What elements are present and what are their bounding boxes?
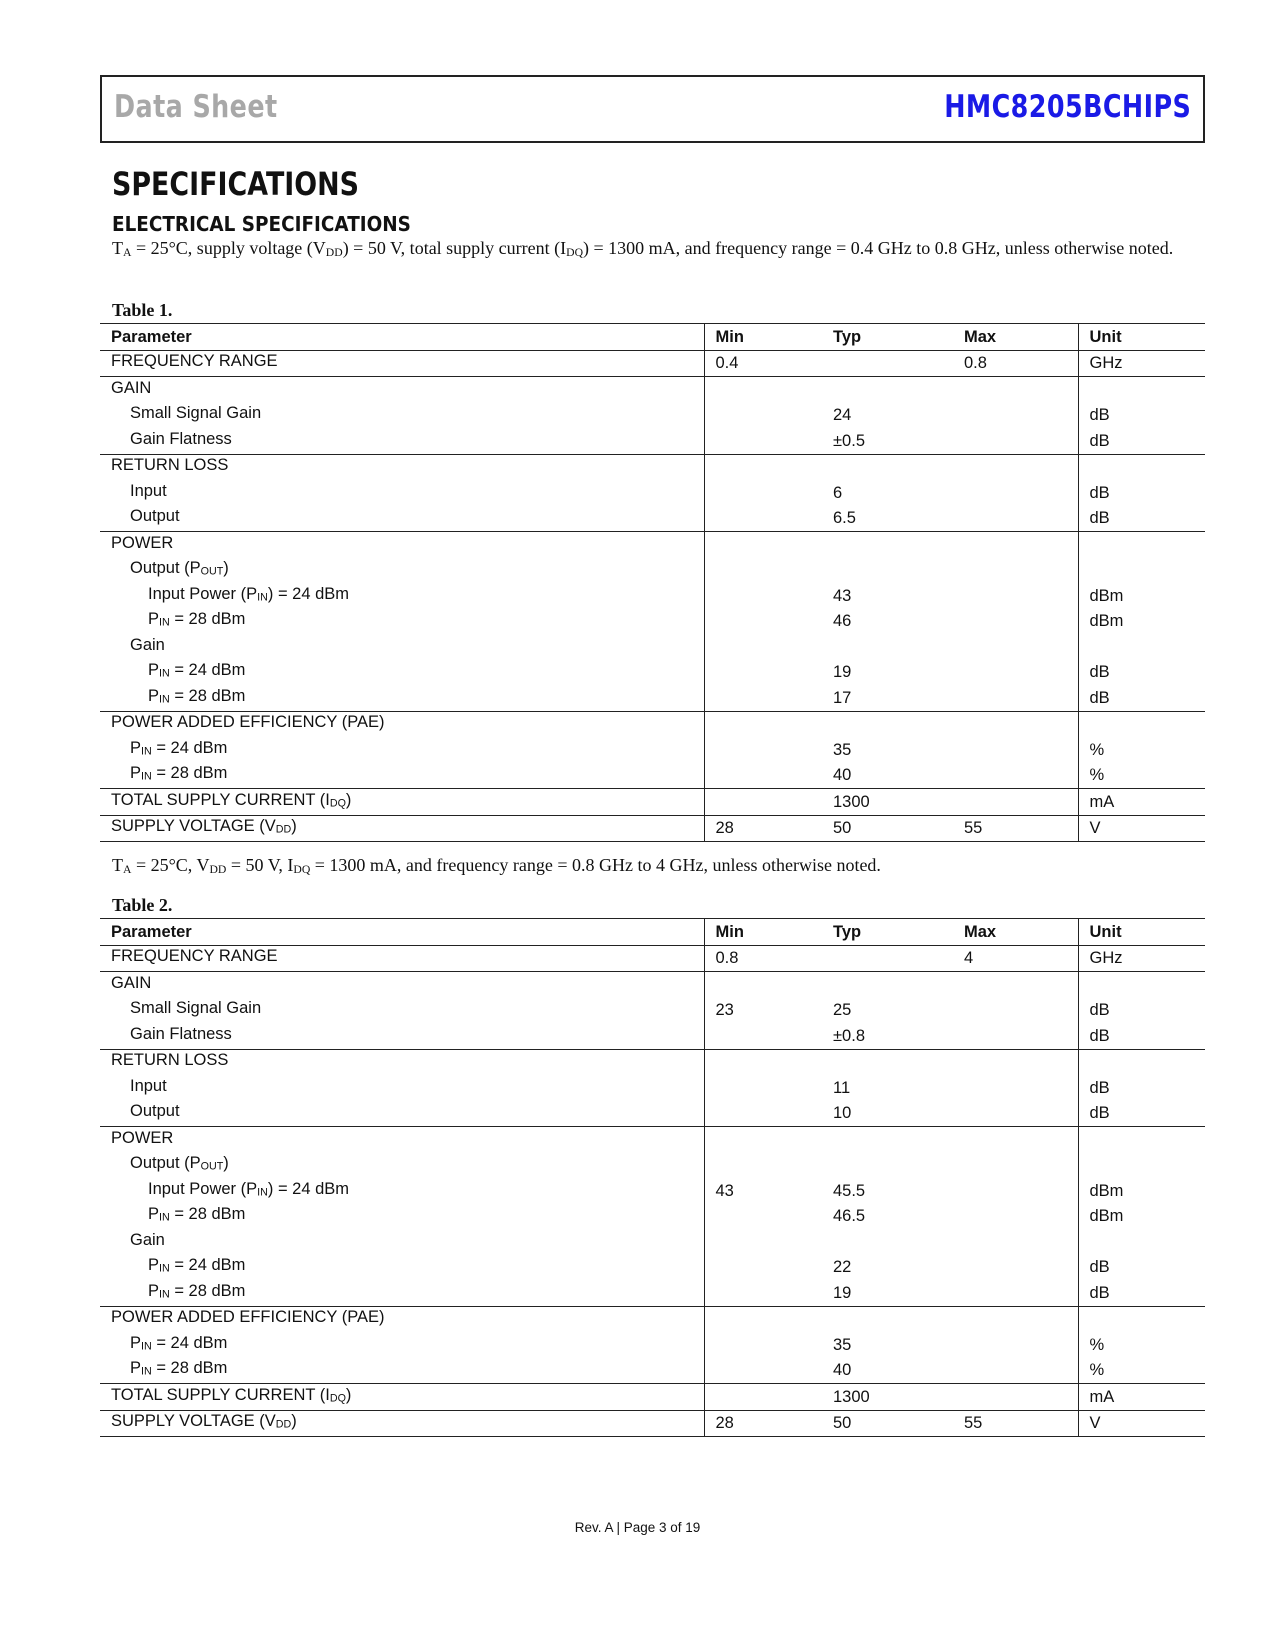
table-row	[100, 1410, 1205, 1437]
table-row	[100, 609, 1205, 635]
parameter-cell: GAIN	[100, 377, 704, 403]
min-cell	[704, 634, 822, 660]
table-row	[100, 972, 1205, 998]
table-row	[100, 1306, 1205, 1332]
max-cell	[953, 1178, 1078, 1204]
min-cell	[704, 1075, 822, 1101]
unit-cell: dB	[1089, 1258, 1110, 1277]
parameter-cell: Input	[100, 480, 704, 506]
col-header-parameter: Parameter	[100, 324, 704, 351]
parameter-cell: $P_{IN} = 28$ dBm	[100, 1358, 704, 1384]
min-cell	[704, 1280, 822, 1306]
page-header	[100, 75, 1205, 143]
table-row	[100, 711, 1205, 737]
parameter-cell: $P_{IN} = 28$ dBm	[100, 609, 704, 635]
typ-cell: 22	[833, 1258, 852, 1277]
unit-cell	[1078, 634, 1205, 660]
unit-cell: dB	[1078, 1023, 1205, 1049]
table-row	[100, 737, 1205, 763]
min-cell	[704, 532, 822, 558]
parameter-cell: RETURN LOSS	[100, 1049, 704, 1075]
typ-cell	[822, 1049, 953, 1075]
table-row	[100, 945, 1205, 972]
typ-cell	[822, 350, 953, 377]
parameter-cell: POWER	[100, 1127, 704, 1153]
table-row	[100, 1153, 1205, 1179]
typ-cell	[822, 1306, 953, 1332]
min-cell	[704, 1306, 822, 1332]
unit-cell: dBm	[1089, 612, 1124, 631]
min-cell	[704, 583, 822, 609]
typ-cell	[822, 711, 953, 737]
max-cell	[953, 1075, 1078, 1101]
parameter-cell: $P_{IN} = 24$ dBm	[100, 1255, 704, 1281]
max-cell	[953, 1280, 1078, 1306]
typ-cell	[822, 532, 953, 558]
parameter-cell: POWER ADDED EFFICIENCY (PAE)	[100, 711, 704, 737]
typ-cell: ±0.8	[822, 1023, 953, 1049]
table-row	[100, 480, 1205, 506]
table-row	[100, 789, 1205, 816]
parameter-cell: $P_{IN} = 28$ dBm	[100, 685, 704, 711]
max-cell: 4	[953, 945, 1078, 972]
table-row	[100, 377, 1205, 403]
parameter-cell: SUPPLY VOLTAGE $(V_{DD})$	[100, 1410, 704, 1437]
max-cell	[953, 403, 1078, 429]
col-header-min: Min	[704, 919, 822, 946]
min-cell	[704, 403, 822, 429]
unit-cell	[1078, 1127, 1205, 1153]
parameter-cell: Small Signal Gain	[100, 998, 704, 1024]
table-row	[100, 1280, 1205, 1306]
parameter-cell: Gain	[100, 1229, 704, 1255]
max-cell	[953, 634, 1078, 660]
max-cell	[953, 1332, 1078, 1358]
table2-conditions: $T_A = 25^\circ C$, $V_{DD} = 50$ V, $I_{DQ} = 1300$ mA, and frequency range = 0.8 GHz to 4 GHz, unless otherwise noted.	[112, 855, 881, 876]
min-cell	[704, 454, 822, 480]
max-cell	[953, 377, 1078, 403]
min-cell: 23	[715, 1001, 734, 1020]
doc-type-label: Data Sheet	[114, 89, 278, 125]
table-row	[100, 1229, 1205, 1255]
parameter-cell: Input	[100, 1075, 704, 1101]
max-cell	[953, 1306, 1078, 1332]
min-cell: 28	[704, 815, 822, 842]
parameter-cell: POWER	[100, 532, 704, 558]
parameter-cell: FREQUENCY RANGE	[100, 945, 704, 972]
min-cell	[704, 763, 822, 789]
typ-cell: 50	[822, 1410, 953, 1437]
col-header-parameter: Parameter	[100, 919, 704, 946]
table-row	[100, 506, 1205, 532]
min-cell	[704, 1229, 822, 1255]
table-row	[100, 685, 1205, 711]
unit-cell: %	[1078, 763, 1205, 789]
table1-conditions: $T_A = 25^\circ C$, supply voltage $(V_{DD}) = 50$ V, total supply current $(I_{DQ}) = 1300$ mA, and frequency range = 0.4 GHz to 0.8 GHz, unless otherwise noted.	[112, 238, 1174, 259]
typ-cell: 11	[833, 1078, 851, 1097]
col-header-max: Max	[953, 919, 1078, 946]
unit-cell: %	[1089, 1335, 1105, 1354]
typ-cell: 17	[822, 685, 953, 711]
parameter-cell: Gain Flatness	[100, 1023, 704, 1049]
max-cell	[953, 428, 1078, 454]
min-cell	[704, 480, 822, 506]
min-cell	[704, 506, 822, 532]
typ-cell: 10	[822, 1101, 953, 1127]
min-cell	[704, 1023, 822, 1049]
typ-cell: 35	[833, 740, 852, 759]
typ-cell: 1300	[822, 789, 953, 816]
parameter-cell: Output $(P_{OUT})$	[100, 1153, 704, 1179]
unit-cell: dB	[1089, 1001, 1110, 1020]
min-cell	[704, 1358, 822, 1384]
min-cell	[704, 1127, 822, 1153]
col-header-unit: Unit	[1078, 919, 1205, 946]
parameter-cell: POWER ADDED EFFICIENCY (PAE)	[100, 1306, 704, 1332]
unit-cell: dB	[1078, 506, 1205, 532]
table-row	[100, 428, 1205, 454]
min-cell	[704, 1384, 822, 1411]
unit-cell	[1078, 1306, 1205, 1332]
typ-cell	[822, 558, 953, 584]
unit-cell: dB	[1089, 1078, 1110, 1097]
table-row	[100, 1332, 1205, 1358]
max-cell	[953, 1255, 1078, 1281]
table-row	[100, 1127, 1205, 1153]
typ-cell	[822, 454, 953, 480]
table-row	[100, 350, 1205, 377]
typ-cell: 25	[833, 1001, 852, 1020]
unit-cell	[1078, 532, 1205, 558]
table-row	[100, 1101, 1205, 1127]
parameter-cell: $P_{IN} = 28$ dBm	[100, 763, 704, 789]
table-row	[100, 660, 1205, 686]
unit-cell: dB	[1078, 685, 1205, 711]
unit-cell: V	[1078, 815, 1205, 842]
table-row	[100, 998, 1205, 1024]
table-row	[100, 1023, 1205, 1049]
max-cell	[953, 454, 1078, 480]
max-cell	[953, 1153, 1078, 1179]
part-number: HMC8205BCHIPS	[943, 89, 1191, 125]
unit-cell: dBm	[1089, 1207, 1124, 1226]
unit-cell	[1078, 558, 1205, 584]
max-cell	[953, 1384, 1078, 1411]
table-row	[100, 1178, 1205, 1204]
min-cell	[704, 660, 822, 686]
typ-cell	[822, 1229, 953, 1255]
typ-cell	[822, 945, 953, 972]
unit-cell: mA	[1078, 789, 1205, 816]
max-cell	[953, 660, 1078, 686]
table1	[100, 323, 1205, 842]
table-row	[100, 634, 1205, 660]
table-row	[100, 1075, 1205, 1101]
unit-cell: mA	[1078, 1384, 1205, 1411]
parameter-cell: GAIN	[100, 972, 704, 998]
parameter-cell: Output	[100, 506, 704, 532]
max-cell	[953, 480, 1078, 506]
min-cell: 28	[704, 1410, 822, 1437]
unit-cell: %	[1078, 1358, 1205, 1384]
typ-cell	[822, 377, 953, 403]
unit-cell: %	[1089, 740, 1105, 759]
unit-cell: dB	[1078, 1280, 1205, 1306]
parameter-cell: Input Power $(P_{IN}) = 24$ dBm	[100, 583, 704, 609]
table-row	[100, 1384, 1205, 1411]
table2-caption: Table 2.	[112, 895, 173, 915]
typ-cell: 6.5	[822, 506, 953, 532]
min-cell	[704, 1101, 822, 1127]
min-cell	[704, 428, 822, 454]
parameter-cell: $P_{IN} = 24$ dBm	[100, 737, 704, 763]
max-cell	[953, 763, 1078, 789]
col-header-typ: Typ	[822, 919, 953, 946]
min-cell	[704, 377, 822, 403]
typ-cell: 40	[822, 1358, 953, 1384]
parameter-cell: Output	[100, 1101, 704, 1127]
table-row	[100, 454, 1205, 480]
typ-cell: 6	[833, 483, 843, 502]
max-cell	[953, 1049, 1078, 1075]
min-cell	[704, 609, 822, 635]
max-cell	[953, 1358, 1078, 1384]
typ-cell: 19	[822, 1280, 953, 1306]
typ-cell: 50	[822, 815, 953, 842]
typ-cell	[822, 972, 953, 998]
min-cell	[704, 685, 822, 711]
parameter-cell: TOTAL SUPPLY CURRENT $(I_{DQ})$	[100, 789, 704, 816]
min-cell	[704, 1255, 822, 1281]
col-header-unit: Unit	[1078, 324, 1205, 351]
parameter-cell: Gain	[100, 634, 704, 660]
max-cell	[953, 711, 1078, 737]
max-cell: 0.8	[953, 350, 1078, 377]
unit-cell: dBm	[1089, 586, 1124, 605]
unit-cell: dB	[1089, 483, 1110, 502]
max-cell	[953, 1229, 1078, 1255]
unit-cell	[1078, 972, 1205, 998]
min-cell	[704, 737, 822, 763]
min-cell	[704, 1049, 822, 1075]
parameter-cell: Gain Flatness	[100, 428, 704, 454]
parameter-cell: $P_{IN} = 24$ dBm	[100, 660, 704, 686]
max-cell	[953, 506, 1078, 532]
min-cell	[704, 711, 822, 737]
max-cell	[953, 1127, 1078, 1153]
typ-cell	[822, 634, 953, 660]
typ-cell: 46	[833, 612, 852, 631]
max-cell	[953, 998, 1078, 1024]
max-cell	[953, 1023, 1078, 1049]
subsection-title: ELECTRICAL SPECIFICATIONS	[112, 212, 411, 236]
unit-cell	[1078, 1229, 1205, 1255]
unit-cell: dBm	[1089, 1181, 1124, 1200]
unit-cell	[1078, 377, 1205, 403]
table2	[100, 918, 1205, 1437]
typ-cell: 45.5	[833, 1181, 866, 1200]
min-cell: 0.8	[704, 945, 822, 972]
table-row	[100, 1255, 1205, 1281]
parameter-cell: $P_{IN} = 28$ dBm	[100, 1204, 704, 1230]
col-header-typ: Typ	[822, 324, 953, 351]
min-cell	[704, 972, 822, 998]
typ-cell	[822, 1127, 953, 1153]
max-cell	[953, 1204, 1078, 1230]
typ-cell: 43	[833, 586, 852, 605]
typ-cell: 24	[833, 406, 852, 425]
parameter-cell: SUPPLY VOLTAGE $(V_{DD})$	[100, 815, 704, 842]
max-cell	[953, 532, 1078, 558]
min-cell	[704, 1153, 822, 1179]
table-row	[100, 1204, 1205, 1230]
max-cell: 55	[953, 815, 1078, 842]
max-cell	[953, 609, 1078, 635]
typ-cell: 46.5	[833, 1207, 866, 1226]
min-cell: 43	[715, 1181, 734, 1200]
table-row	[100, 583, 1205, 609]
parameter-cell: Output $(P_{OUT})$	[100, 558, 704, 584]
max-cell	[953, 737, 1078, 763]
unit-cell: dB	[1089, 663, 1110, 682]
min-cell	[704, 1204, 822, 1230]
unit-cell	[1078, 711, 1205, 737]
unit-cell: dB	[1078, 428, 1205, 454]
table-header-row	[100, 324, 1205, 351]
max-cell	[953, 583, 1078, 609]
min-cell	[704, 558, 822, 584]
unit-cell	[1078, 1049, 1205, 1075]
unit-cell: GHz	[1078, 945, 1205, 972]
min-cell: 0.4	[704, 350, 822, 377]
typ-cell: 1300	[822, 1384, 953, 1411]
max-cell	[953, 1101, 1078, 1127]
col-header-min: Min	[704, 324, 822, 351]
unit-cell: dB	[1078, 1101, 1205, 1127]
unit-cell	[1078, 1153, 1205, 1179]
unit-cell: dB	[1089, 406, 1110, 425]
section-title: SPECIFICATIONS	[112, 165, 359, 203]
unit-cell: V	[1078, 1410, 1205, 1437]
col-header-max: Max	[953, 324, 1078, 351]
parameter-cell: TOTAL SUPPLY CURRENT $(I_{DQ})$	[100, 1384, 704, 1411]
page-footer: Rev. A | Page 3 of 19	[574, 1520, 701, 1535]
unit-cell	[1078, 454, 1205, 480]
max-cell: 55	[953, 1410, 1078, 1437]
parameter-cell: Small Signal Gain	[100, 403, 704, 429]
typ-cell: 19	[833, 663, 852, 682]
parameter-cell: Input Power $(P_{IN}) = 24$ dBm	[100, 1178, 704, 1204]
table-row	[100, 403, 1205, 429]
table-row	[100, 763, 1205, 789]
min-cell	[704, 789, 822, 816]
parameter-cell: RETURN LOSS	[100, 454, 704, 480]
max-cell	[953, 685, 1078, 711]
table-row	[100, 558, 1205, 584]
max-cell	[953, 972, 1078, 998]
min-cell	[704, 1332, 822, 1358]
table-row	[100, 532, 1205, 558]
table1-caption: Table 1.	[112, 300, 173, 320]
table-row	[100, 1358, 1205, 1384]
parameter-cell: FREQUENCY RANGE	[100, 350, 704, 377]
table-header-row	[100, 919, 1205, 946]
parameter-cell: $P_{IN} = 28$ dBm	[100, 1280, 704, 1306]
table-row	[100, 815, 1205, 842]
typ-cell: 40	[822, 763, 953, 789]
max-cell	[953, 558, 1078, 584]
parameter-cell: $P_{IN} = 24$ dBm	[100, 1332, 704, 1358]
unit-cell: GHz	[1078, 350, 1205, 377]
typ-cell: ±0.5	[822, 428, 953, 454]
typ-cell	[822, 1153, 953, 1179]
max-cell	[953, 789, 1078, 816]
table-row	[100, 1049, 1205, 1075]
typ-cell: 35	[833, 1335, 852, 1354]
